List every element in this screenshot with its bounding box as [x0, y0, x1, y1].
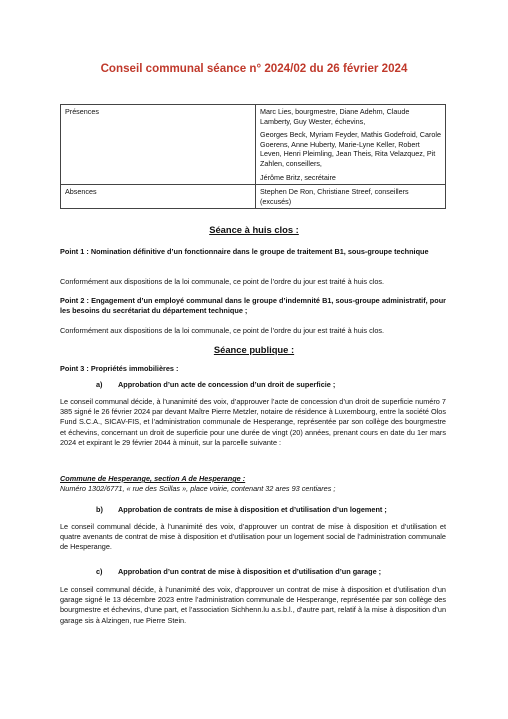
presences-value [256, 105, 446, 185]
point-3-text: Propriétés immobilières : [90, 364, 179, 373]
absences-label: Absences [61, 185, 256, 209]
point-3-label: Point 3 : [60, 364, 89, 373]
presences-row [61, 105, 446, 185]
item-c-title: Approbation d’un contrat de mise à disposition et d’utilisation d’un garage ; [118, 567, 382, 576]
presences-councillors: Georges Beck, Myriam Feyder, Mathis Godefroid, Carole Goerens, Anne Huberty, Marie-Lyne Keller, Robert Leven, Henri Pleimling, Jean Theis, Rita Velazquez, Pit Zahlen, conseillers, [260, 130, 441, 168]
item-a-title: Approbation d’un acte de concession d’un droit de superficie ; [118, 380, 336, 389]
item-a-body: Le conseil communal décide, à l’unanimité des voix, d’approuver l’acte de concession d’un droit de superficie numéro 7 385 signé le 26 février 2024 par devant Maître Pierre Metzler, notaire de résidence à Luxembourg, entre la société Olos Fund S.C.A., SICAV-FIS, et l’administration communale de Hesperange, représentée par son collège des bourgmestre et échevins, concernant un droit de superficie pour une durée de vingt (20) années, prenant cours en date du 1er mars 2024 et expirant le 29 février 2044 à minuit, sur la parcelle suivante : [60, 397, 446, 447]
point-1-note: Conformément aux dispositions de la loi communale, ce point de l’ordre du jour est traité à huis clos. [60, 277, 385, 286]
item-c-heading [96, 567, 446, 577]
item-a-heading [96, 380, 446, 390]
presences-secretary: Jérôme Britz, secrétaire [260, 172, 336, 182]
absences-row [61, 185, 446, 209]
point-3 [60, 364, 446, 374]
parcel-text: Numéro 1302/6771, « rue des Scillas », place voirie, contenant 32 ares 93 centiares ; [60, 484, 336, 494]
point-1-label: Point 1 : [60, 247, 89, 256]
point-2 [60, 296, 446, 316]
point-2-note: Conformément aux dispositions de la loi communale, ce point de l’ordre du jour est traité à huis clos. [60, 326, 385, 335]
closed-session-heading: Séance à huis clos : [209, 224, 299, 235]
public-session-heading: Séance publique : [213, 344, 295, 355]
item-b-number: b) [96, 505, 103, 514]
parcel-block [60, 474, 446, 494]
parcel-heading: Commune de Hesperange, section A de Hesperange : [60, 474, 246, 483]
item-b-heading [96, 505, 446, 515]
presences-label: Présences [61, 105, 256, 185]
item-b-body: Le conseil communal décide, à l’unanimité des voix, d’approuver un contrat de mise à disposition et d’utilisation et quatre avenants de contrat de mise à disposition et d’utilisation pour un logement social de l’administration communale de Hesperange. [60, 522, 446, 552]
point-1-text: Nomination définitive d’un fonctionnaire dans le groupe de traitement B1, sous-groupe technique [90, 247, 429, 256]
point-2-label: Point 2 : [60, 296, 89, 305]
attendance-table [60, 104, 446, 209]
item-c-number: c) [96, 567, 103, 576]
document-title: Conseil communal séance n° 2024/02 du 26 février 2024 [100, 62, 408, 75]
item-c-body: Le conseil communal décide, à l’unanimité des voix, d’approuver un contrat de mise à disposition et d’utilisation d’un garage signé le 13 décembre 2023 entre l’administration communale de Hesperange, représentée par son collège des bourgmestre et échevins, d’une part, et l’association Sichhenn.lu a.s.b.l., d’autre part, relatif à la mise à disposition d’un garage sis à Alzingen, rue Pierre Stein. [60, 585, 446, 625]
item-a-number: a) [96, 380, 103, 389]
absences-value: Stephen De Ron, Christiane Streef, conseillers (excusés) [256, 185, 446, 209]
point-2-text: Engagement d’un employé communal dans le groupe d’indemnité B1, sous-groupe administratif, pour les besoins du secrétariat du département technique ; [60, 296, 446, 316]
point-1 [60, 247, 446, 257]
item-b-title: Approbation de contrats de mise à disposition et d’utilisation d’un logement ; [118, 505, 387, 514]
presences-college: Marc Lies, bourgmestre, Diane Adehm, Claude Lamberty, Guy Wester, échevins, [260, 107, 410, 126]
